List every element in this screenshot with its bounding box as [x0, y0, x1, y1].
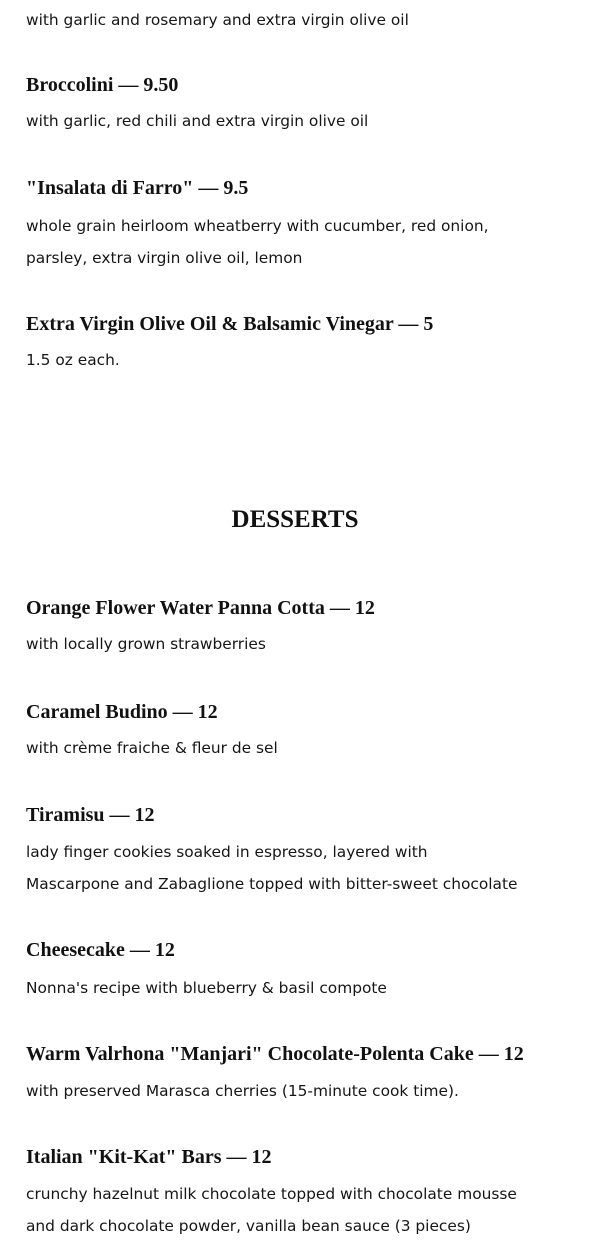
- menu-item-insalata-di-farro: [26, 176, 576, 274]
- item-description: and dark chocolate powder, vanilla bean sauce (3 pieces): [26, 1217, 471, 1235]
- item-description: 1.5 oz each.: [26, 351, 120, 369]
- item-description: with locally grown strawberries: [26, 635, 266, 653]
- item-title: Italian "Kit-Kat" Bars — 12: [26, 1146, 272, 1168]
- item-description: crunchy hazelnut milk chocolate topped with chocolate mousse: [26, 1185, 517, 1203]
- item-description: Mascarpone and Zabaglione topped with bitter-sweet chocolate: [26, 875, 518, 893]
- item-description: lady finger cookies soaked in espresso, layered with: [26, 843, 428, 861]
- menu-item-panna-cotta: [26, 596, 576, 660]
- item-title: Caramel Budino — 12: [26, 701, 218, 723]
- menu-item-cheesecake: [26, 938, 576, 1004]
- menu-item-broccolini: [26, 73, 576, 137]
- item-title: Cheesecake — 12: [26, 939, 175, 961]
- item-description: with crème fraiche & fleur de sel: [26, 739, 278, 757]
- menu-item-tiramisu: [26, 803, 576, 900]
- item-description: parsley, extra virgin olive oil, lemon: [26, 249, 303, 267]
- section-heading-desserts: DESSERTS: [231, 506, 359, 533]
- item-description: with preserved Marasca cherries (15-minute cook time).: [26, 1082, 459, 1100]
- item-title: Broccolini — 9.50: [26, 74, 179, 96]
- menu-item-caramel-budino: [26, 700, 576, 764]
- item-description: with garlic and rosemary and extra virgin olive oil: [26, 11, 409, 29]
- menu-item-kit-kat-bars: [26, 1145, 576, 1242]
- item-title: Extra Virgin Olive Oil & Balsamic Vinegar — 5: [26, 313, 434, 335]
- item-description: whole grain heirloom wheatberry with cucumber, red onion,: [26, 217, 489, 235]
- menu-item-chocolate-polenta-cake: [26, 1042, 576, 1107]
- item-title: Warm Valrhona "Manjari" Chocolate-Polenta Cake — 12: [26, 1043, 524, 1065]
- item-description: Nonna's recipe with blueberry & basil compote: [26, 979, 387, 997]
- item-title: Orange Flower Water Panna Cotta — 12: [26, 597, 375, 619]
- item-description: with garlic, red chili and extra virgin olive oil: [26, 112, 369, 130]
- item-title: Tiramisu — 12: [26, 804, 155, 826]
- item-title: "Insalata di Farro" — 9.5: [26, 177, 249, 199]
- menu-item-olive-oil-balsamic: [26, 312, 576, 376]
